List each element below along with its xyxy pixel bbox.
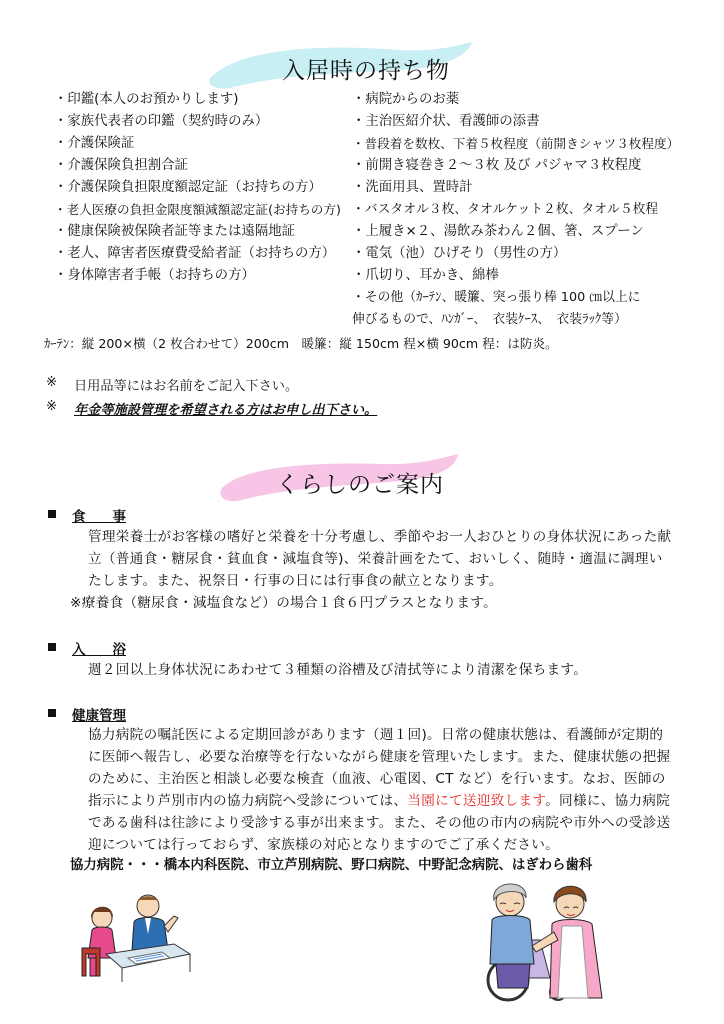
list-item: ・印鑑(本人のお預かりします) <box>54 92 239 107</box>
note-name-labels: 日用品等にはお名前をご記入下さい。 <box>74 379 299 394</box>
bullet-square-icon <box>48 643 56 651</box>
text-span: 指示により芦別市内の協力病院へ受診については、 <box>88 793 408 809</box>
health-paragraph <box>88 724 670 856</box>
paragraph-line: である歯科は往診により受診する事が出来ます。また、その他の市内の病院や市外への受診送 <box>88 815 671 831</box>
curtain-note: ｶｰﾃﾝ：縦 200×横（2 枚合わせて）200cm 暖簾：縦 150cm 程×横 90cm 程：は防炎。 <box>44 336 558 351</box>
note-mark: ※ <box>46 375 58 390</box>
list-item: ・健康保険被保険者証等または遠隔地証 <box>54 224 296 239</box>
paragraph-line: たします。また、祝祭日・行事の日には行事食の献立となります。 <box>88 573 503 589</box>
list-item: ・普段着を数枚、下着５枚程度（前開きシャツ３枚程度） <box>352 136 680 151</box>
list-item: ・洗面用具、置時計 <box>352 180 473 195</box>
paragraph-line: に医師へ報告し、必要な治療等を行ないながら健康を管理いたします。また、健康状態の把握 <box>88 749 671 765</box>
bullet-square-icon <box>48 709 56 717</box>
list-item: ・老人、障害者医療費受給者証（お持ちの方） <box>54 246 336 261</box>
list-item: ・家族代表者の印鑑（契約時のみ） <box>54 114 269 129</box>
list-item: ・身体障害者手帳（お持ちの方） <box>54 268 255 283</box>
heading-meal: 食 事 <box>72 509 126 525</box>
list-item: ・電気（池）ひげそり（男性の方） <box>352 246 567 261</box>
meal-paragraph <box>70 526 672 614</box>
section-title-daily-life: くらしのご案内 <box>276 472 444 498</box>
consultation-illustration <box>78 888 198 984</box>
list-item: 伸びるもので、ﾊﾝｶﾞｰ、 衣装ｹｰｽ、 衣装ﾗｯｸ等） <box>352 312 627 327</box>
paragraph-line: のために、主治医と相談し必要な検査（血液、心電図、CT など）を行います。なお、医師の <box>88 771 666 787</box>
list-item: ・病院からのお薬 <box>352 92 460 107</box>
paragraph-line: 管理栄養士がお客様の嗜好と栄養を十分考慮し、季節やお一人おひとりの身体状況にあった献 <box>88 529 672 545</box>
belongings-list-left <box>54 89 341 287</box>
note-mark: ※ <box>46 399 58 414</box>
list-item: ・バスタオル３枚、タオルケット２枚、タオル５枚程 <box>352 202 659 217</box>
list-item: ・爪切り、耳かき、綿棒 <box>352 268 499 283</box>
paragraph-line: 迎については行っておらず、家族様の対応となりますのでご了承ください。 <box>88 837 560 853</box>
belongings-list-right <box>352 89 679 331</box>
bath-paragraph <box>88 659 587 681</box>
list-item: ・主治医紹介状、看護師の添書 <box>352 114 540 129</box>
paragraph-line: 立（普通食・糖尿食・貧血食・減塩食等)、栄養計画をたて、おいしく、随時・適温に調理い <box>88 551 663 567</box>
list-item: ・介護保険負担割合証 <box>54 158 188 173</box>
paragraph-line: 協力病院の嘱託医による定期回診があります（週１回)。日常の健康状態は、看護師が定期的 <box>88 727 664 743</box>
paragraph-line <box>88 790 670 812</box>
list-item: ・上履き×２、湯飲み茶わん２個、箸、スプーン <box>352 224 644 239</box>
text-span: 。同様に、協力病院 <box>545 793 671 809</box>
paragraph-line: ※療養食（糖尿食・減塩食など）の場合１食６円プラスとなります。 <box>70 595 498 611</box>
list-item: ・介護保険証 <box>54 136 135 151</box>
list-item: ・介護保険負担限度額認定証（お持ちの方） <box>54 180 322 195</box>
heading-bath: 入 浴 <box>72 642 126 658</box>
caregiver-illustration <box>470 868 620 1004</box>
note-pension-management: 年金等施設管理を希望される方はお申し出下さい。 <box>74 403 378 418</box>
list-item: ・その他（ｶｰﾃﾝ、暖簾、突っ張り棒 100 ㎝以上に <box>352 290 641 305</box>
list-item: ・前開き寝巻き２～３枚 及び パジャマ３枚程度 <box>352 158 642 173</box>
cooperating-hospitals: 協力病院・・・橋本内科医院、市立芦別病院、野口病院、中野記念病院、はぎわら歯科 <box>70 858 593 873</box>
heading-health: 健康管理 <box>72 708 126 724</box>
pickup-highlight: 当園にて送迎致します <box>407 793 546 809</box>
paragraph-line: 週２回以上身体状況にあわせて３種類の浴槽及び清拭等により清潔を保ちます。 <box>88 662 588 678</box>
section-title-belongings: 入居時の持ち物 <box>282 58 450 84</box>
list-item: ・老人医療の負担金限度額減額認定証(お持ちの方) <box>54 202 341 217</box>
bullet-square-icon <box>48 510 56 518</box>
